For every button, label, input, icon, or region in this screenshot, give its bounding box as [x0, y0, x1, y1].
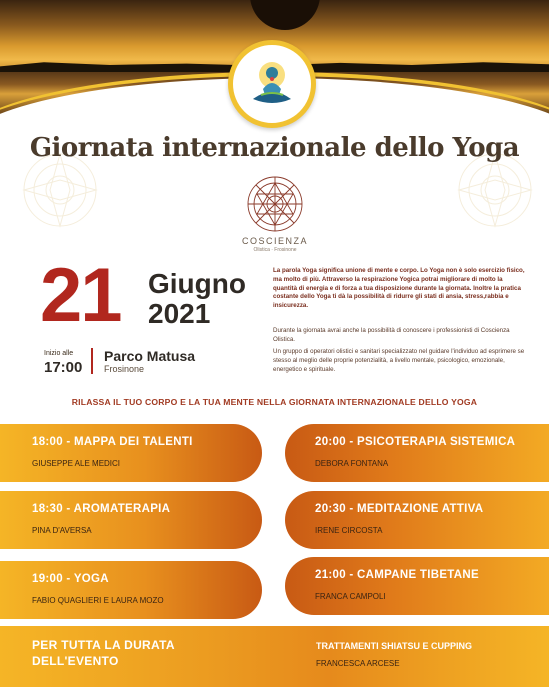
event-day: 21: [40, 253, 121, 338]
schedule-item: [285, 557, 549, 615]
event-month: Giugno: [148, 268, 246, 299]
treatments-title: TRATTAMENTI SHIATSU E CUPPING: [316, 641, 472, 651]
description-paragraph-2: Durante la giornata avrai anche la possibilità di conoscere i professionisti di Coscienza Olistica.: [273, 327, 510, 343]
all-event-label: [32, 637, 175, 669]
all-event-bar: [0, 626, 549, 687]
schedule-item-title: 19:00 - YOGA: [32, 573, 109, 585]
schedule-item-title: 18:30 - AROMATERAPIA: [32, 503, 171, 515]
sacred-geometry-logo-icon: [245, 174, 305, 234]
schedule-item-title: 20:00 - PSICOTERAPIA SISTEMICA: [315, 436, 516, 448]
yoga-figure-silhouette: [250, 0, 320, 30]
schedule-item-title: 21:00 - CAMPANE TIBETANE: [315, 569, 479, 581]
description-paragraph-1: La parola Yoga significa unione di mente e corpo. Lo Yoga non è solo esercizio fisico, ma molto di più. Attraverso la respirazione Yogica potrai migliorare di molto la quantità di energia e di forza a tua disposizione durante la giornata. Inoltre la pratica costante dello Yoga ti dà la possibilità di ridurre gli stati di ansia, stress,rabbia e insicurezza.: [273, 267, 525, 310]
schedule-item: [0, 491, 262, 549]
organizer-subtitle: Olistica · Frosinone: [253, 247, 297, 253]
schedule-item: [285, 424, 549, 482]
schedule-item: [0, 424, 262, 482]
divider-line: [91, 348, 93, 374]
event-city: Frosinone: [104, 364, 145, 374]
slogan: RILASSA IL TUO CORPO E LA TUA MENTE NELLA GIORNATA INTERNAZIONALE DELLO YOGA: [71, 397, 478, 407]
schedule-item-host: IRENE CIRCOSTA: [315, 526, 383, 535]
organizer-name: COSCIENZA: [241, 236, 308, 246]
yoga-lotus-logo-icon: [243, 55, 301, 113]
all-event-line-1: PER TUTTA LA DURATA: [32, 638, 175, 652]
start-time: 17:00: [44, 359, 83, 376]
yoga-logo-badge: [228, 40, 316, 128]
schedule-item-host: FABIO QUAGLIERI E LAURA MOZO: [32, 596, 164, 605]
event-place: Parco Matusa: [104, 348, 196, 364]
schedule-item: [285, 491, 549, 549]
schedule-item-host: PINA D'AVERSA: [32, 526, 92, 535]
event-title: Giornata internazionale dello Yoga: [29, 133, 520, 163]
schedule-item-title: 18:00 - MAPPA DEI TALENTI: [32, 436, 193, 448]
schedule-item-title: 20:30 - MEDITAZIONE ATTIVA: [315, 503, 484, 515]
event-year: 2021: [148, 298, 211, 329]
treatments-host: FRANCESCA ARCESE: [316, 659, 400, 668]
schedule-item-host: DEBORA FONTANA: [315, 459, 389, 468]
start-time-label: Inizio alle: [44, 350, 74, 357]
schedule-item: [0, 561, 262, 619]
schedule-item-host: GIUSEPPE ALE MEDICI: [32, 459, 121, 468]
all-event-line-2: DELL'EVENTO: [32, 654, 119, 669]
description-paragraph-3: Un gruppo di operatori olistici e sanitari specializzato nel guidare l'individuo ad esprimere se stesso al meglio delle proprie potenzialità, a livello mentale, psicologico, emozionale, energetico e spirituale.: [273, 348, 525, 373]
schedule-item-host: FRANCA CAMPOLI: [315, 592, 386, 601]
